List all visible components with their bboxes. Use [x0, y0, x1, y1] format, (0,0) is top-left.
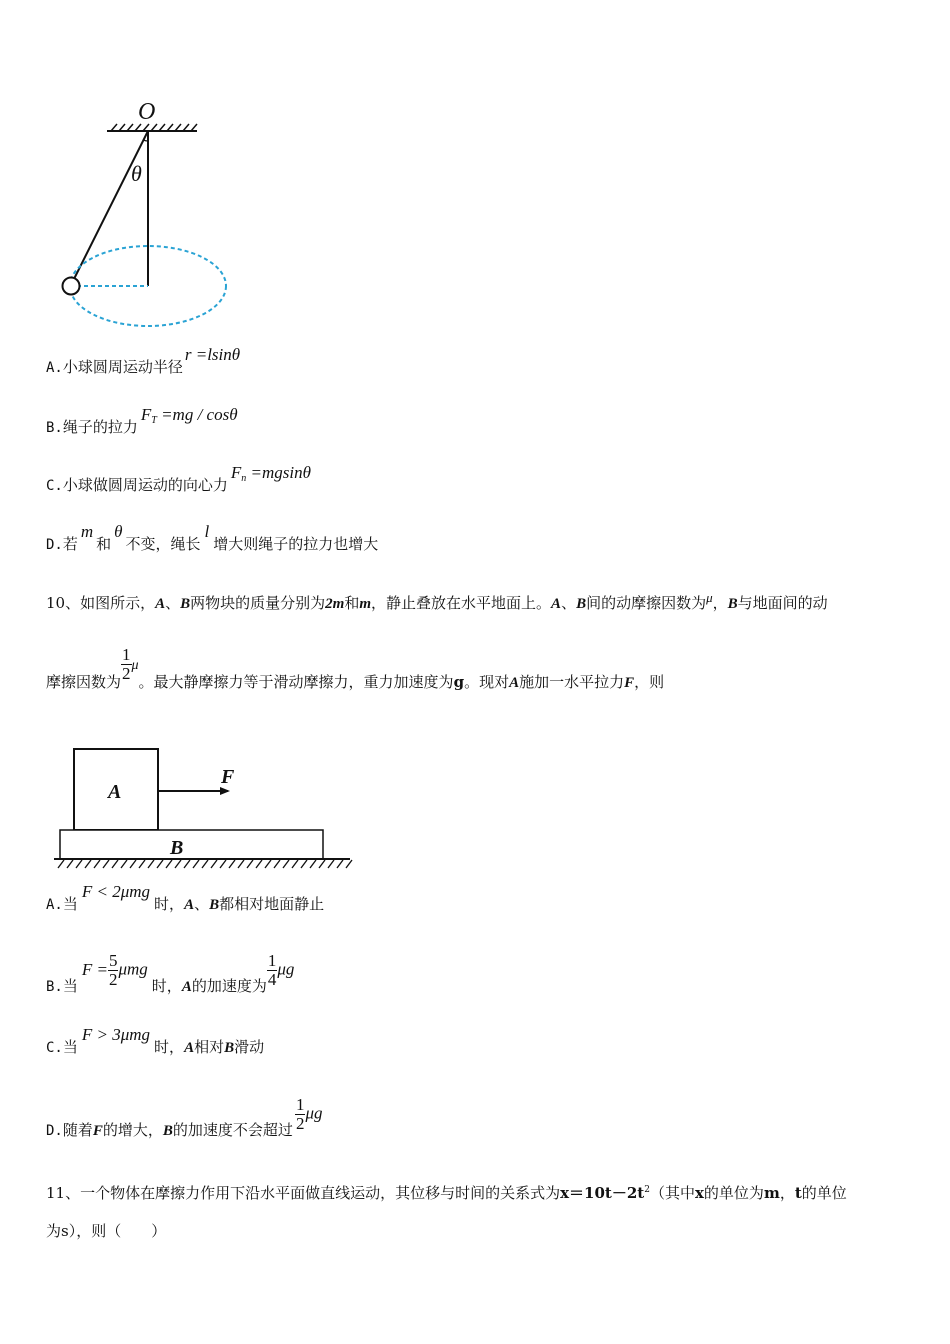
ground-hatch-line — [76, 860, 82, 868]
ground-hatch-line — [148, 860, 154, 868]
ground-hatch-line — [121, 860, 127, 868]
ground-hatch-line — [67, 860, 73, 868]
q10-line2: 摩擦因数为 $\frac{1}{2}$ μ。最大静摩擦力等于滑动摩擦力，重力加速度为g。现对A施加一水平拉力F，则 — [46, 645, 665, 691]
q9-option-c: C.小球做圆周运动的向心力$F_n =mgsin\theta$ — [46, 463, 311, 494]
q10-option-b: B.当F = $\frac{5}{2}$ μmg时，A的加速度为 $\frac{1}{4}$ μg — [46, 951, 295, 995]
ground-hatch-line — [157, 860, 163, 868]
ground-hatch-line — [202, 860, 208, 868]
ground-hatch-line — [310, 860, 316, 868]
label-o: O — [138, 99, 156, 125]
block-a-label: A — [108, 781, 122, 803]
ground-hatch-line — [346, 860, 352, 868]
block-b-label: B — [170, 837, 184, 859]
ground-hatch-line — [193, 860, 199, 868]
label-theta: θ — [131, 161, 142, 186]
ground-hatch-line — [85, 860, 91, 868]
pendulum-figure — [55, 95, 245, 335]
ground-hatch-line — [112, 860, 118, 868]
ground-hatch-line — [94, 860, 100, 868]
ground-hatch-line — [238, 860, 244, 868]
q9-option-a: A.小球圆周运动半径r =lsinθ — [46, 345, 241, 376]
ground-hatch-line — [211, 860, 217, 868]
ground-hatch-line — [292, 860, 298, 868]
q10-option-c: C.当F > 3μmg时，A相对B滑动 — [46, 1025, 265, 1056]
ground-hatch-line — [265, 860, 271, 868]
ground-hatch-line — [58, 860, 64, 868]
force-label: F — [221, 766, 235, 788]
ground-hatch-line — [184, 860, 190, 868]
q9-option-b: B.绳子的拉力$F_T =mg / \cos\theta$ — [46, 405, 238, 436]
ground-hatch-line — [139, 860, 145, 868]
ground-hatch-line — [301, 860, 307, 868]
q10-option-a: A.当F < 2μmg时，A、B都相对地面静止 — [46, 882, 325, 913]
ground-hatch-line — [175, 860, 181, 868]
q11-line1: 11、一个物体在摩擦力作用下沿水平面做直线运动，其位移与时间的关系式为$x=10t-2t^2$（其中x的单位为m，t的单位 — [46, 1184, 847, 1202]
half-fraction: $\frac{1}{2}$ — [122, 645, 131, 683]
q9-option-d: D.若m和θ不变，绳长l增大则绳子的拉力也增大 — [46, 522, 379, 553]
q10-line1: 10、如图所示，A、B两物块的质量分别为2m和m，静止叠放在水平地面上。A、B间的动摩擦因数为μ，B与地面间的动 — [46, 590, 828, 612]
blocks-figure — [50, 740, 360, 875]
ground-hatch-line — [103, 860, 109, 868]
ground-hatch-line — [247, 860, 253, 868]
ground-hatch-line — [337, 860, 343, 868]
ground-hatch-line — [130, 860, 136, 868]
ground-hatch-line — [283, 860, 289, 868]
ground-hatch-line — [166, 860, 172, 868]
ground-hatch-line — [229, 860, 235, 868]
ground-hatch-line — [319, 860, 325, 868]
ground-hatch-line — [256, 860, 262, 868]
ground-hatch-line — [328, 860, 334, 868]
q11-line2: 为s），则（ ） — [46, 1222, 167, 1240]
q10-option-d: D.随着F的增大，B的加速度不会超过 $\frac{1}{2}$ μg — [46, 1095, 323, 1139]
ground-hatch-line — [220, 860, 226, 868]
ground-hatch-line — [274, 860, 280, 868]
